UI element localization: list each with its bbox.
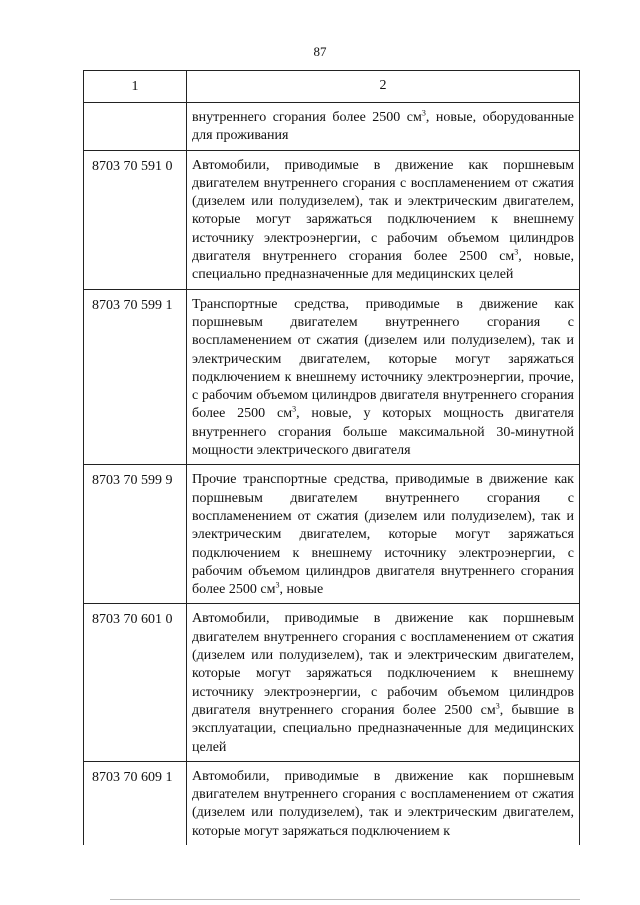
commodity-description: Автомобили, приводимые в движение как поршневым двигателем внутреннего сгорания с воспламенением от сжатия (дизелем или полудизелем), так и электрическим двигателем, которые могут заряжаться подключением к внешнему источнику электроэнергии, с рабочим объемом цилиндров двигателя внутреннего сгорания более 2500 $см^3$, новые, специально предназначенные для медицинских целей — [187, 151, 580, 290]
table-row — [84, 103, 580, 151]
commodity-code — [84, 103, 187, 151]
page-bottom-edge — [110, 899, 580, 900]
tariff-table — [83, 70, 580, 845]
table-body — [84, 103, 580, 845]
commodity-code: 8703 70 591 0 — [84, 151, 187, 290]
table-row — [84, 151, 580, 290]
page-number: 87 — [313, 44, 327, 59]
table-row — [84, 604, 580, 761]
table-row — [84, 290, 580, 466]
commodity-description: Транспортные средства, приводимые в движение как поршневым двигателем внутреннего сгорания с воспламенением от сжатия (дизелем или полудизелем), так и электрическим двигателем, которые могут заряжаться подключением к внешнему источнику электроэнергии, прочие, с рабочим объемом цилиндров двигателя внутреннего сгорания более 2500 $см^3$, новые, у которых мощность двигателя внутреннего сгорания больше максимальной 30-минутной мощности электрического двигателя — [187, 290, 580, 466]
commodity-code: 8703 70 601 0 — [84, 604, 187, 761]
table-row — [84, 465, 580, 604]
commodity-description: Автомобили, приводимые в движение как поршневым двигателем внутреннего сгорания с воспламенением от сжатия (дизелем или полудизелем), так и электрическим двигателем, которые могут заряжаться подключением к внешнему источнику электроэнергии, с рабочим объемом цилиндров двигателя внутреннего сгорания более 2500 $см^3$, бывшие в эксплуатации, специально предназначенные для медицинских целей — [187, 604, 580, 761]
commodity-code: 8703 70 599 1 — [84, 290, 187, 466]
table-header-row — [84, 71, 580, 103]
commodity-code: 8703 70 599 9 — [84, 465, 187, 604]
column-header-code: 1 — [84, 71, 187, 103]
commodity-description: Прочие транспортные средства, приводимые в движение как поршневым двигателем внутреннего сгорания с воспламенением от сжатия (дизелем или полудизелем), так и электрическим двигателем, которые могут заряжаться подключением к внешнему источнику электроэнергии, с рабочим объемом цилиндров двигателя внутреннего сгорания более 2500 $см^3$, новые — [187, 465, 580, 604]
commodity-code: 8703 70 609 1 — [84, 762, 187, 845]
table-row — [84, 762, 580, 845]
commodity-description: Автомобили, приводимые в движение как поршневым двигателем внутреннего сгорания с воспламенением от сжатия (дизелем или полудизелем), так и электрическим двигателем, которые могут заряжаться подключением к — [187, 762, 580, 845]
column-header-description: 2 — [187, 71, 580, 103]
commodity-description: внутреннего сгорания более 2500 $см^3$, новые, оборудованные для проживания — [187, 103, 580, 151]
